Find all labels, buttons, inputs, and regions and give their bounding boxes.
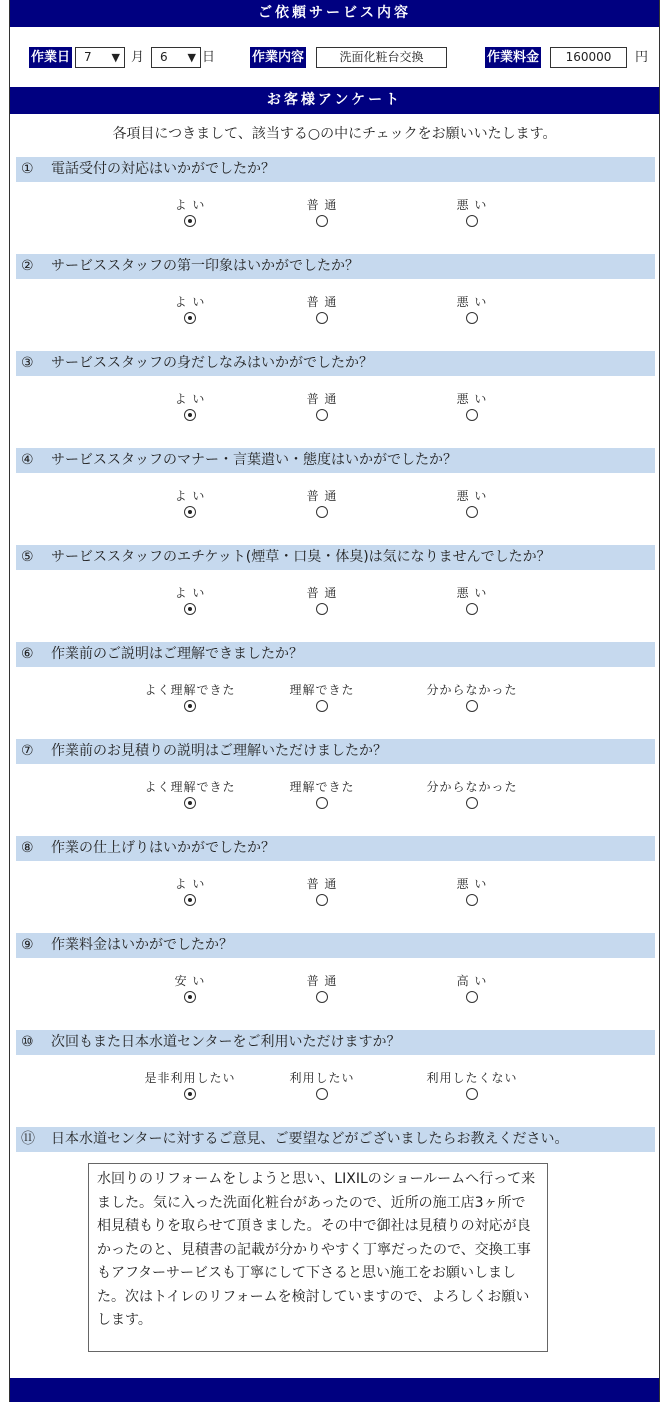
day-dropdown-arrow-icon: ▼ bbox=[187, 51, 196, 64]
survey-header-title: お客様アンケート bbox=[266, 92, 403, 108]
work-date-label: 作業日 bbox=[29, 47, 72, 68]
radio-button[interactable] bbox=[316, 312, 328, 324]
month-unit: 月 bbox=[131, 50, 145, 65]
radio-button[interactable] bbox=[316, 506, 328, 518]
radio-button[interactable] bbox=[316, 700, 328, 712]
answer-option[interactable] bbox=[135, 198, 245, 227]
radio-button[interactable] bbox=[316, 1088, 328, 1100]
survey-header bbox=[10, 87, 659, 114]
question-bar-11 bbox=[16, 1127, 655, 1152]
answer-option[interactable] bbox=[417, 295, 527, 324]
answer-option-label: よ い bbox=[174, 489, 206, 503]
answer-option[interactable] bbox=[417, 198, 527, 227]
question-number: ⑤ bbox=[21, 549, 34, 565]
question-bar-6 bbox=[16, 642, 655, 667]
answer-option-label: 是非利用したい bbox=[144, 1071, 236, 1085]
answer-option-label: 普 通 bbox=[306, 198, 338, 212]
answer-option-label: 悪 い bbox=[456, 198, 488, 212]
question-number: ③ bbox=[21, 355, 34, 371]
answer-option[interactable] bbox=[267, 586, 377, 615]
question-text: 作業前のお見積りの説明はご理解いただけましたか？ bbox=[51, 743, 387, 759]
question-text: サービススタッフの身だしなみはいかがでしたか？ bbox=[51, 355, 373, 371]
radio-button[interactable] bbox=[466, 700, 478, 712]
question-bar-5 bbox=[16, 545, 655, 570]
answer-option[interactable] bbox=[417, 974, 527, 1003]
question-text: サービススタッフの第一印象はいかがでしたか？ bbox=[51, 258, 359, 274]
question-bar-7 bbox=[16, 739, 655, 764]
question-number: ⑨ bbox=[21, 937, 34, 953]
radio-button-checked[interactable] bbox=[184, 409, 196, 421]
answer-option-label: よく理解できた bbox=[144, 683, 236, 697]
answer-option[interactable] bbox=[417, 780, 527, 809]
footer-band bbox=[10, 1378, 659, 1402]
radio-button[interactable] bbox=[466, 1088, 478, 1100]
answer-option-label: 普 通 bbox=[306, 877, 338, 891]
answer-option[interactable] bbox=[135, 780, 245, 809]
radio-button[interactable] bbox=[466, 215, 478, 227]
question-text: 作業の仕上げりはいかがでしたか？ bbox=[51, 840, 275, 856]
question-number: ② bbox=[21, 258, 34, 274]
answer-option[interactable] bbox=[267, 780, 377, 809]
answer-option-label: 悪 い bbox=[456, 586, 488, 600]
comment-text: 水回りのリフォームをしようと思い、LIXILのショールームへ行って来ました。気に入った洗面化粧台があったので、近所の施工店3ヶ所で相見積もりを取らせて頂きました。その中で御社は見積りの対応が良かったのと、見積書の記載が分かりやすく丁寧だったので、交換工事もアフターサービスも丁寧にして下さると思い施工をお願いしました。次はトイレのリフォームを検討していますので、よろしくお願いします。 bbox=[97, 1171, 536, 1328]
question-text: 作業料金はいかがでしたか？ bbox=[51, 937, 233, 953]
radio-button[interactable] bbox=[316, 991, 328, 1003]
question-bar-10 bbox=[16, 1030, 655, 1055]
answer-option[interactable] bbox=[267, 974, 377, 1003]
radio-button[interactable] bbox=[316, 894, 328, 906]
month-select[interactable] bbox=[75, 47, 125, 68]
answer-option[interactable] bbox=[267, 489, 377, 518]
day-unit: 日 bbox=[202, 50, 216, 65]
radio-button-checked[interactable] bbox=[184, 506, 196, 518]
question-bar-2 bbox=[16, 254, 655, 279]
answer-option[interactable] bbox=[135, 392, 245, 421]
question-text: サービススタッフのマナー・言葉遣い・態度はいかがでしたか？ bbox=[51, 452, 457, 468]
answer-option-label: 利用したくない bbox=[426, 1071, 518, 1085]
answer-option[interactable] bbox=[135, 1071, 245, 1100]
radio-button-checked[interactable] bbox=[184, 991, 196, 1003]
radio-button-checked[interactable] bbox=[184, 312, 196, 324]
day-select[interactable] bbox=[151, 47, 201, 68]
answer-option[interactable] bbox=[417, 683, 527, 712]
question-bar-4 bbox=[16, 448, 655, 473]
question-bar-9 bbox=[16, 933, 655, 958]
radio-button[interactable] bbox=[316, 409, 328, 421]
answer-option-label: よく理解できた bbox=[144, 780, 236, 794]
radio-button[interactable] bbox=[466, 409, 478, 421]
answer-option[interactable] bbox=[267, 877, 377, 906]
answer-option[interactable] bbox=[267, 392, 377, 421]
question-number: ⑪ bbox=[21, 1131, 35, 1147]
service-header-title: ご依頼サービス内容 bbox=[258, 5, 411, 21]
radio-button[interactable] bbox=[466, 312, 478, 324]
answer-option[interactable] bbox=[267, 198, 377, 227]
radio-button[interactable] bbox=[466, 506, 478, 518]
month-value: 7 bbox=[84, 50, 92, 64]
answer-option[interactable] bbox=[135, 489, 245, 518]
question-bar-1 bbox=[16, 157, 655, 182]
month-dropdown-arrow-icon: ▼ bbox=[111, 51, 120, 64]
question-text: 次回もまた日本水道センターをご利用いただけますか？ bbox=[51, 1034, 401, 1050]
question-number: ④ bbox=[21, 452, 34, 468]
answer-option-label: よ い bbox=[174, 877, 206, 891]
answer-option-label: 分からなかった bbox=[426, 780, 518, 794]
answer-option[interactable] bbox=[417, 489, 527, 518]
radio-button-checked[interactable] bbox=[184, 215, 196, 227]
question-number: ⑦ bbox=[21, 743, 34, 759]
answer-option[interactable] bbox=[417, 877, 527, 906]
radio-button[interactable] bbox=[466, 991, 478, 1003]
answer-option-label: よ い bbox=[174, 392, 206, 406]
radio-button[interactable] bbox=[316, 797, 328, 809]
answer-option[interactable] bbox=[267, 683, 377, 712]
answer-option-label: よ い bbox=[174, 198, 206, 212]
day-value: 6 bbox=[160, 50, 168, 64]
answer-option-label: 利用したい bbox=[289, 1071, 355, 1085]
answer-option-label: よ い bbox=[174, 295, 206, 309]
answer-option-label: 普 通 bbox=[306, 586, 338, 600]
work-fee-unit: 円 bbox=[635, 50, 649, 65]
answer-option-label: 悪 い bbox=[456, 295, 488, 309]
radio-button[interactable] bbox=[466, 894, 478, 906]
work-content-field[interactable] bbox=[316, 47, 447, 68]
answer-option-label: 普 通 bbox=[306, 392, 338, 406]
answer-option[interactable] bbox=[267, 1071, 377, 1100]
question-number: ⑩ bbox=[21, 1034, 34, 1050]
answer-option[interactable] bbox=[135, 295, 245, 324]
question-number: ⑧ bbox=[21, 840, 34, 856]
answer-option[interactable] bbox=[135, 877, 245, 906]
service-header bbox=[10, 0, 659, 27]
answer-option[interactable] bbox=[267, 295, 377, 324]
radio-button-checked[interactable] bbox=[184, 1088, 196, 1100]
survey-intro: 各項目につきまして、該当する○の中にチェックをお願いいたします。 bbox=[112, 126, 557, 142]
question-bar-3 bbox=[16, 351, 655, 376]
answer-option-label: 普 通 bbox=[306, 974, 338, 988]
answer-option[interactable] bbox=[135, 586, 245, 615]
answer-option-label: よ い bbox=[174, 586, 206, 600]
answer-option-label: 理解できた bbox=[289, 780, 355, 794]
answer-option[interactable] bbox=[135, 974, 245, 1003]
answer-option-label: 普 通 bbox=[306, 489, 338, 503]
question-text: 作業前のご説明はご理解できましたか？ bbox=[51, 646, 303, 662]
work-fee-label: 作業料金 bbox=[485, 47, 541, 68]
answer-option-label: 悪 い bbox=[456, 392, 488, 406]
radio-button-checked[interactable] bbox=[184, 700, 196, 712]
work-content-label: 作業内容 bbox=[250, 47, 306, 68]
radio-button[interactable] bbox=[316, 603, 328, 615]
answer-option[interactable] bbox=[417, 586, 527, 615]
radio-button[interactable] bbox=[316, 215, 328, 227]
question-text: 日本水道センターに対するご意見、ご要望などがございましたらお教えください。 bbox=[51, 1131, 569, 1147]
survey-form bbox=[9, 0, 660, 1402]
question-bar-8 bbox=[16, 836, 655, 861]
answer-option-label: 安 い bbox=[174, 974, 206, 988]
comment-textarea[interactable] bbox=[88, 1163, 548, 1352]
answer-option-label: 普 通 bbox=[306, 295, 338, 309]
answer-option[interactable] bbox=[135, 683, 245, 712]
radio-button-checked[interactable] bbox=[184, 603, 196, 615]
radio-button[interactable] bbox=[466, 603, 478, 615]
radio-button-checked[interactable] bbox=[184, 894, 196, 906]
question-text: サービススタッフのエチケット(煙草・口臭・体臭)は気になりませんでしたか？ bbox=[51, 549, 551, 565]
answer-option-label: 分からなかった bbox=[426, 683, 518, 697]
radio-button[interactable] bbox=[466, 797, 478, 809]
question-number: ① bbox=[21, 161, 34, 177]
answer-option[interactable] bbox=[417, 1071, 527, 1100]
answer-option-label: 理解できた bbox=[289, 683, 355, 697]
question-text: 電話受付の対応はいかがでしたか？ bbox=[51, 161, 275, 177]
answer-option-label: 悪 い bbox=[456, 489, 488, 503]
work-fee-value: 160000 bbox=[565, 50, 612, 64]
answer-option-label: 高 い bbox=[456, 974, 488, 988]
question-number: ⑥ bbox=[21, 646, 34, 662]
radio-button-checked[interactable] bbox=[184, 797, 196, 809]
answer-option[interactable] bbox=[417, 392, 527, 421]
work-content-value: 洗面化粧台交換 bbox=[339, 50, 424, 64]
work-fee-field[interactable] bbox=[550, 47, 627, 68]
answer-option-label: 悪 い bbox=[456, 877, 488, 891]
